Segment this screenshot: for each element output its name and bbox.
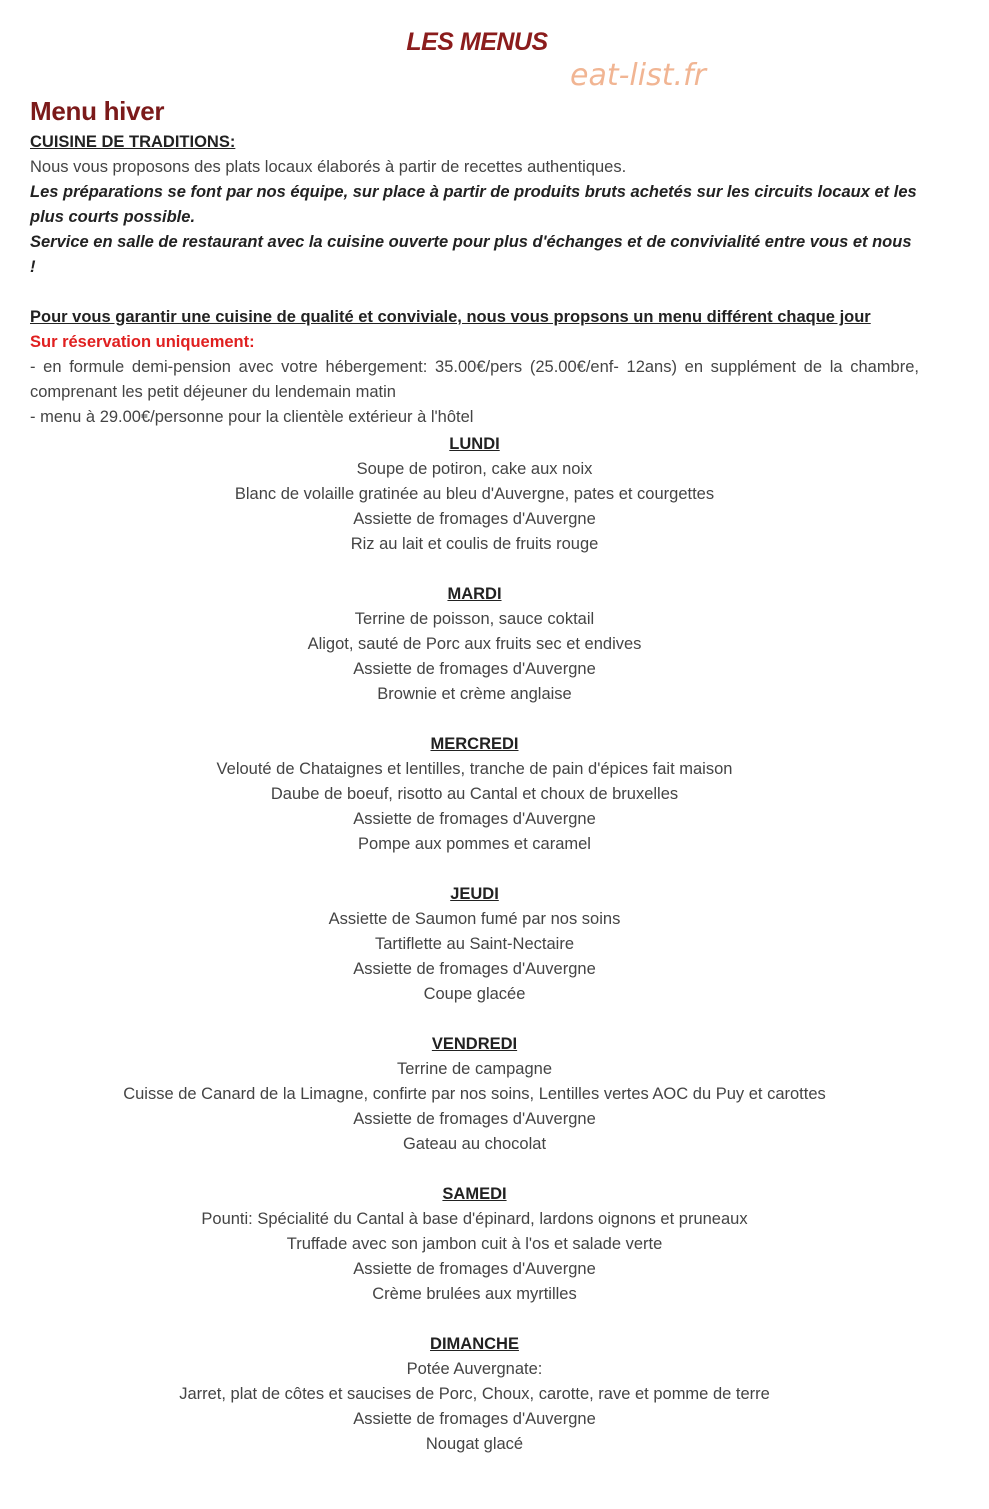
intro-line-2: Les préparations se font par nos équipe, sur place à partir de produits bruts achetés sur les circuits locaux et les plus courts possible.	[30, 183, 917, 226]
pricing-half-board: - en formule demi-pension avec votre hébergement: 35.00€/pers (25.00€/enf- 12ans) en supplément de la chambre, comprenant les petit déjeuner du lendemain matin	[30, 358, 919, 401]
dish-item: Terrine de poisson, sauce coktail	[354, 610, 595, 628]
day-menu-lundi	[0, 432, 949, 557]
watermark: eat-list.fr	[570, 58, 706, 93]
dish-item: Terrine de campagne	[396, 1060, 552, 1078]
intro-block	[30, 130, 919, 430]
dish-item: Assiette de fromages d'Auvergne	[353, 660, 596, 678]
intro-line-1: Nous vous proposons des plats locaux élaborés à partir de recettes authentiques.	[30, 158, 627, 176]
dish-item: Assiette de fromages d'Auvergne	[353, 1410, 596, 1428]
dish-item: Crème brulées aux myrtilles	[372, 1285, 577, 1303]
dish-item: Aligot, sauté de Porc aux fruits sec et endives	[307, 635, 642, 653]
dish-item: Blanc de volaille gratinée au bleu d'Auvergne, pates et courgettes	[234, 485, 715, 503]
section-title: Menu hiver	[30, 96, 165, 126]
dish-item: Assiette de fromages d'Auvergne	[353, 510, 596, 528]
weekly-menu	[0, 432, 949, 1482]
pricing-external: - menu à 29.00€/personne pour la clientèle extérieur à l'hôtel	[30, 408, 474, 426]
dish-item: Truffade avec son jambon cuit à l'os et salade verte	[286, 1235, 663, 1253]
dish-item: Assiette de fromages d'Auvergne	[353, 1260, 596, 1278]
day-menu-jeudi	[0, 882, 949, 1007]
dish-item: Assiette de fromages d'Auvergne	[353, 960, 596, 978]
day-name: DIMANCHE	[430, 1335, 519, 1353]
dish-item: Brownie et crème anglaise	[377, 685, 572, 703]
dish-item: Potée Auvergnate:	[406, 1360, 543, 1378]
dish-item: Riz au lait et coulis de fruits rouge	[350, 535, 599, 553]
day-name: VENDREDI	[431, 1035, 518, 1053]
dish-item: Velouté de Chataignes et lentilles, tranche de pain d'épices fait maison	[216, 760, 733, 778]
dish-item: Soupe de potiron, cake aux noix	[356, 460, 593, 478]
intro-heading: CUISINE DE TRADITIONS:	[30, 133, 236, 151]
day-name: MARDI	[447, 585, 502, 603]
day-menu-vendredi	[0, 1032, 949, 1157]
page-title: LES MENUS	[406, 28, 548, 56]
dish-item: Pompe aux pommes et caramel	[358, 835, 591, 853]
day-name: LUNDI	[449, 435, 500, 453]
dish-item: Cuisse de Canard de la Limagne, confirte par nos soins, Lentilles vertes AOC du Puy et carottes	[123, 1085, 826, 1103]
dish-item: Assiette de Saumon fumé par nos soins	[328, 910, 621, 928]
dish-item: Nougat glacé	[425, 1435, 524, 1453]
intro-line-3: Service en salle de restaurant avec la cuisine ouverte pour plus d'échanges et de convivialité entre vous et nous !	[30, 233, 912, 276]
day-menu-samedi	[0, 1182, 949, 1307]
day-menu-dimanche	[0, 1332, 949, 1457]
reservation-notice: Sur réservation uniquement:	[30, 333, 255, 351]
dish-item: Daube de boeuf, risotto au Cantal et choux de bruxelles	[270, 785, 679, 803]
day-name: MERCREDI	[430, 735, 519, 753]
dish-item: Coupe glacée	[423, 985, 526, 1003]
dish-item: Tartiflette au Saint-Nectaire	[374, 935, 574, 953]
day-menu-mardi	[0, 582, 949, 707]
dish-item: Gateau au chocolat	[402, 1135, 547, 1153]
dish-item: Assiette de fromages d'Auvergne	[353, 1110, 596, 1128]
dish-item: Jarret, plat de côtes et saucises de Porc, Choux, carotte, rave et pomme de terre	[179, 1385, 770, 1403]
day-menu-mercredi	[0, 732, 949, 857]
guarantee-text: Pour vous garantir une cuisine de qualité et conviviale, nous vous propsons un menu différent chaque jour	[30, 308, 871, 326]
dish-item: Assiette de fromages d'Auvergne	[353, 810, 596, 828]
day-name: SAMEDI	[442, 1185, 507, 1203]
day-name: JEUDI	[450, 885, 499, 903]
dish-item: Pounti: Spécialité du Cantal à base d'épinard, lardons oignons et pruneaux	[201, 1210, 748, 1228]
